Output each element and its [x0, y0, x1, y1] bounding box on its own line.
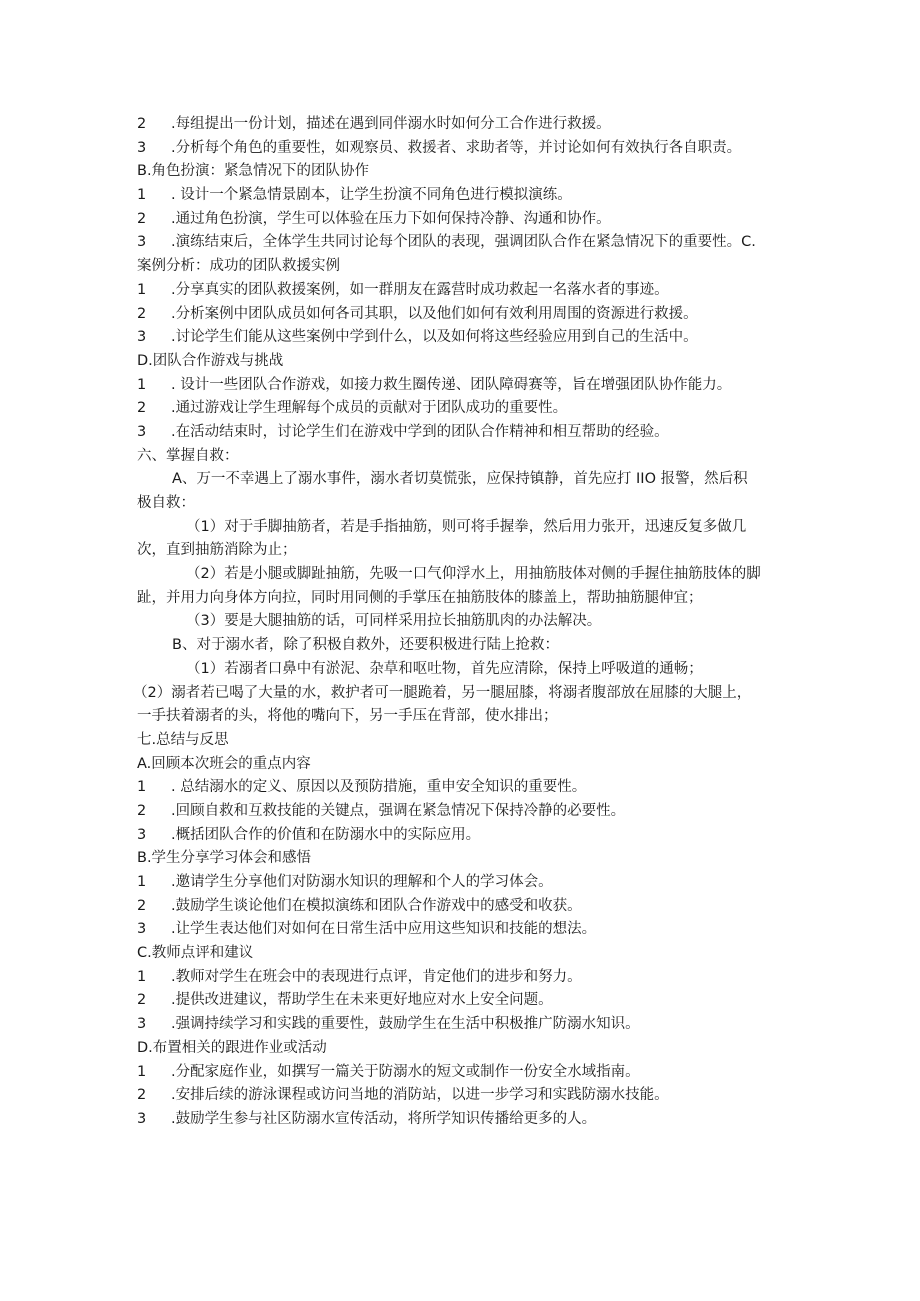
line-text: 趾，并用力向身体方向拉，同时用同侧的手掌压在抽筋肢体的膝盖上，帮助抽筋腿伸宜； [137, 589, 703, 606]
numbered-item [137, 966, 797, 990]
line-text: .分配家庭作业，如撰写一篇关于防溺水的短文或制作一份安全水域指南。 [171, 1063, 640, 1080]
text-line [137, 255, 797, 279]
numbered-item [137, 918, 797, 942]
item-number: 1 [137, 187, 147, 204]
text-line [137, 753, 797, 777]
line-text: D.团队合作游戏与挑战 [137, 352, 284, 369]
numbered-item [137, 208, 797, 232]
item-number: 3 [137, 234, 147, 251]
item-number: 3 [137, 423, 147, 440]
line-text: 六、掌握自救： [137, 447, 239, 464]
item-number: 1 [137, 874, 147, 890]
text-line [137, 350, 797, 374]
line-text: B.角色扮演：紧急情况下的团队协作 [137, 163, 370, 180]
text-line [137, 1037, 797, 1061]
line-text: .邀请学生分享他们对防溺水知识的理解和个人的学习体会。 [171, 874, 553, 890]
text-line [137, 634, 797, 658]
text-line [137, 587, 797, 611]
item-number: 2 [137, 1087, 147, 1104]
item-number: 1 [137, 1063, 147, 1080]
numbered-item [137, 800, 797, 824]
text-line [137, 445, 797, 469]
item-number: 2 [137, 992, 147, 1009]
line-text: 次，直到抽筋消除为止； [137, 542, 297, 559]
line-text: 七.总结与反思 [137, 731, 229, 748]
numbered-item [137, 397, 797, 421]
line-text: . 总结溺水的定义、原因以及预防措施，重申安全知识的重要性。 [171, 779, 587, 796]
numbered-item [137, 1061, 797, 1085]
numbered-item [137, 1013, 797, 1037]
line-text: . 设计一个紧急情景剧本，让学生扮演不同角色进行模拟演练。 [171, 187, 572, 204]
line-text: .鼓励学生参与社区防溺水宣传活动，将所学知识传播给更多的人。 [171, 1110, 597, 1127]
line-text: .概括团队合作的价值和在防溺水中的实际应用。 [171, 826, 481, 843]
line-text: .提供改进建议，帮助学生在未来更好地应对水上安全问题。 [171, 992, 553, 1009]
line-text: 案例分析：成功的团队救援实例 [137, 258, 340, 275]
line-text: A、万一不幸遇上了溺水事件，溺水者切莫慌张，应保持镇静，首先应打 IIO 报警，然后积 [172, 471, 748, 488]
numbered-item [137, 871, 797, 895]
text-line [137, 705, 797, 729]
item-number: 2 [137, 400, 147, 417]
line-text: .让学生表达他们对如何在日常生活中应用这些知识和技能的想法。 [171, 921, 597, 938]
line-text: .回顾自救和互救技能的关键点，强调在紧急情况下保持冷静的必要性。 [171, 802, 626, 819]
line-text: .安排后续的游泳课程或访问当地的消防站，以进一步学习和实践防溺水技能。 [171, 1087, 669, 1104]
numbered-item [137, 231, 797, 255]
numbered-item [137, 895, 797, 919]
item-number: 2 [137, 305, 147, 322]
item-number: 2 [137, 802, 147, 819]
line-text: （2）若是小腿或脚趾抽筋，先吸一口气仰浮水上，用抽筋肢体对侧的手握住抽筋肢体的脚 [186, 566, 761, 583]
line-text: （3）要是大腿抽筋的话，可同样采用拉长抽筋肌肉的办法解决。 [186, 613, 602, 630]
line-text: 极自救： [137, 495, 195, 511]
numbered-item [137, 374, 797, 398]
line-text: .在活动结束时，讨论学生们在游戏中学到的团队合作精神和相互帮助的经验。 [171, 423, 669, 440]
line-text: .通过角色扮演，学生可以体验在压力下如何保持冷静、沟通和协作。 [171, 210, 611, 227]
line-text: .教师对学生在班会中的表现进行点评，肯定他们的进步和努力。 [171, 968, 582, 985]
item-number: 3 [137, 139, 147, 156]
numbered-item [137, 184, 797, 208]
line-text: B、对于溺水者，除了积极自救外，还要积极进行陆上抢救： [172, 637, 559, 654]
line-text: （1）若溺者口鼻中有淤泥、杂草和呕吐物，首先应清除，保持上呼吸道的通畅； [186, 660, 703, 677]
text-line [137, 942, 797, 966]
line-text: .每组提出一份计划，描述在遇到同伴溺水时如何分工合作进行救援。 [171, 116, 611, 132]
item-number: 3 [137, 1110, 147, 1127]
text-line [137, 539, 797, 563]
item-number: 1 [137, 968, 147, 985]
text-line [137, 658, 797, 682]
item-number: 2 [137, 116, 147, 132]
text-line [137, 468, 797, 492]
text-line [137, 563, 797, 587]
numbered-item [137, 1084, 797, 1108]
line-text: .分享真实的团队救援案例，如一群朋友在露营时成功救起一名落水者的事迹。 [171, 281, 669, 298]
text-line [137, 160, 797, 184]
item-number: 2 [137, 210, 147, 227]
text-line [137, 516, 797, 540]
item-number: 3 [137, 826, 147, 843]
item-number: 1 [137, 281, 147, 298]
line-text: .通过游戏让学生理解每个成员的贡献对于团队成功的重要性。 [171, 400, 568, 417]
numbered-item [137, 989, 797, 1013]
item-number: 2 [137, 897, 147, 914]
numbered-item [137, 824, 797, 848]
numbered-item [137, 113, 797, 137]
line-text: 一手扶着溺者的头，将他的嘴向下，另一手压在背部，使水排出； [137, 708, 558, 725]
numbered-item [137, 279, 797, 303]
line-text: .鼓励学生谈论他们在模拟演练和团队合作游戏中的感受和收获。 [171, 897, 582, 914]
numbered-item [137, 326, 797, 350]
numbered-item [137, 303, 797, 327]
line-text: .演练结束后，全体学生共同讨论每个团队的表现，强调团队合作在紧急情况下的重要性。C. [171, 234, 756, 251]
document-body [133, 113, 797, 1132]
text-line [137, 847, 797, 871]
line-text: B.学生分享学习体会和感悟 [137, 850, 312, 867]
line-text: .强调持续学习和实践的重要性，鼓励学生在生活中积极推广防溺水知识。 [171, 1016, 640, 1033]
line-text: （1）对于手脚抽筋者，若是手指抽筋，则可将手握拳，然后用力张开，迅速反复多做几 [186, 518, 747, 535]
item-number: 3 [137, 921, 147, 938]
text-line [137, 729, 797, 753]
numbered-item [137, 421, 797, 445]
item-number: 3 [137, 329, 147, 346]
line-text: C.教师点评和建议 [137, 945, 254, 962]
line-text: D.布置相关的跟进作业或活动 [137, 1039, 327, 1056]
numbered-item [137, 137, 797, 161]
line-text: . 设计一些团队合作游戏，如接力救生圈传递、团队障碍赛等，旨在增强团队协作能力。 [171, 376, 732, 393]
line-text: （2）溺者若已喝了大量的水，救护者可一腿跪着，另一腿屈膝，将溺者腹部放在屈膝的大腿上， [133, 684, 752, 701]
numbered-item [137, 776, 797, 800]
line-text: .讨论学生们能从这些案例中学到什么，以及如何将这些经验应用到自己的生活中。 [171, 329, 698, 346]
text-line [137, 610, 797, 634]
line-text: .分析每个角色的重要性，如观察员、救援者、求助者等，并讨论如何有效执行各自职责。 [171, 139, 742, 156]
item-number: 1 [137, 779, 147, 796]
numbered-item [137, 1108, 797, 1132]
item-number: 3 [137, 1016, 147, 1033]
line-text: A.回顾本次班会的重点内容 [137, 755, 311, 772]
text-line [133, 682, 797, 706]
line-text: .分析案例中团队成员如何各司其职，以及他们如何有效利用周围的资源进行救援。 [171, 305, 698, 322]
text-line [137, 492, 797, 516]
item-number: 1 [137, 376, 147, 393]
